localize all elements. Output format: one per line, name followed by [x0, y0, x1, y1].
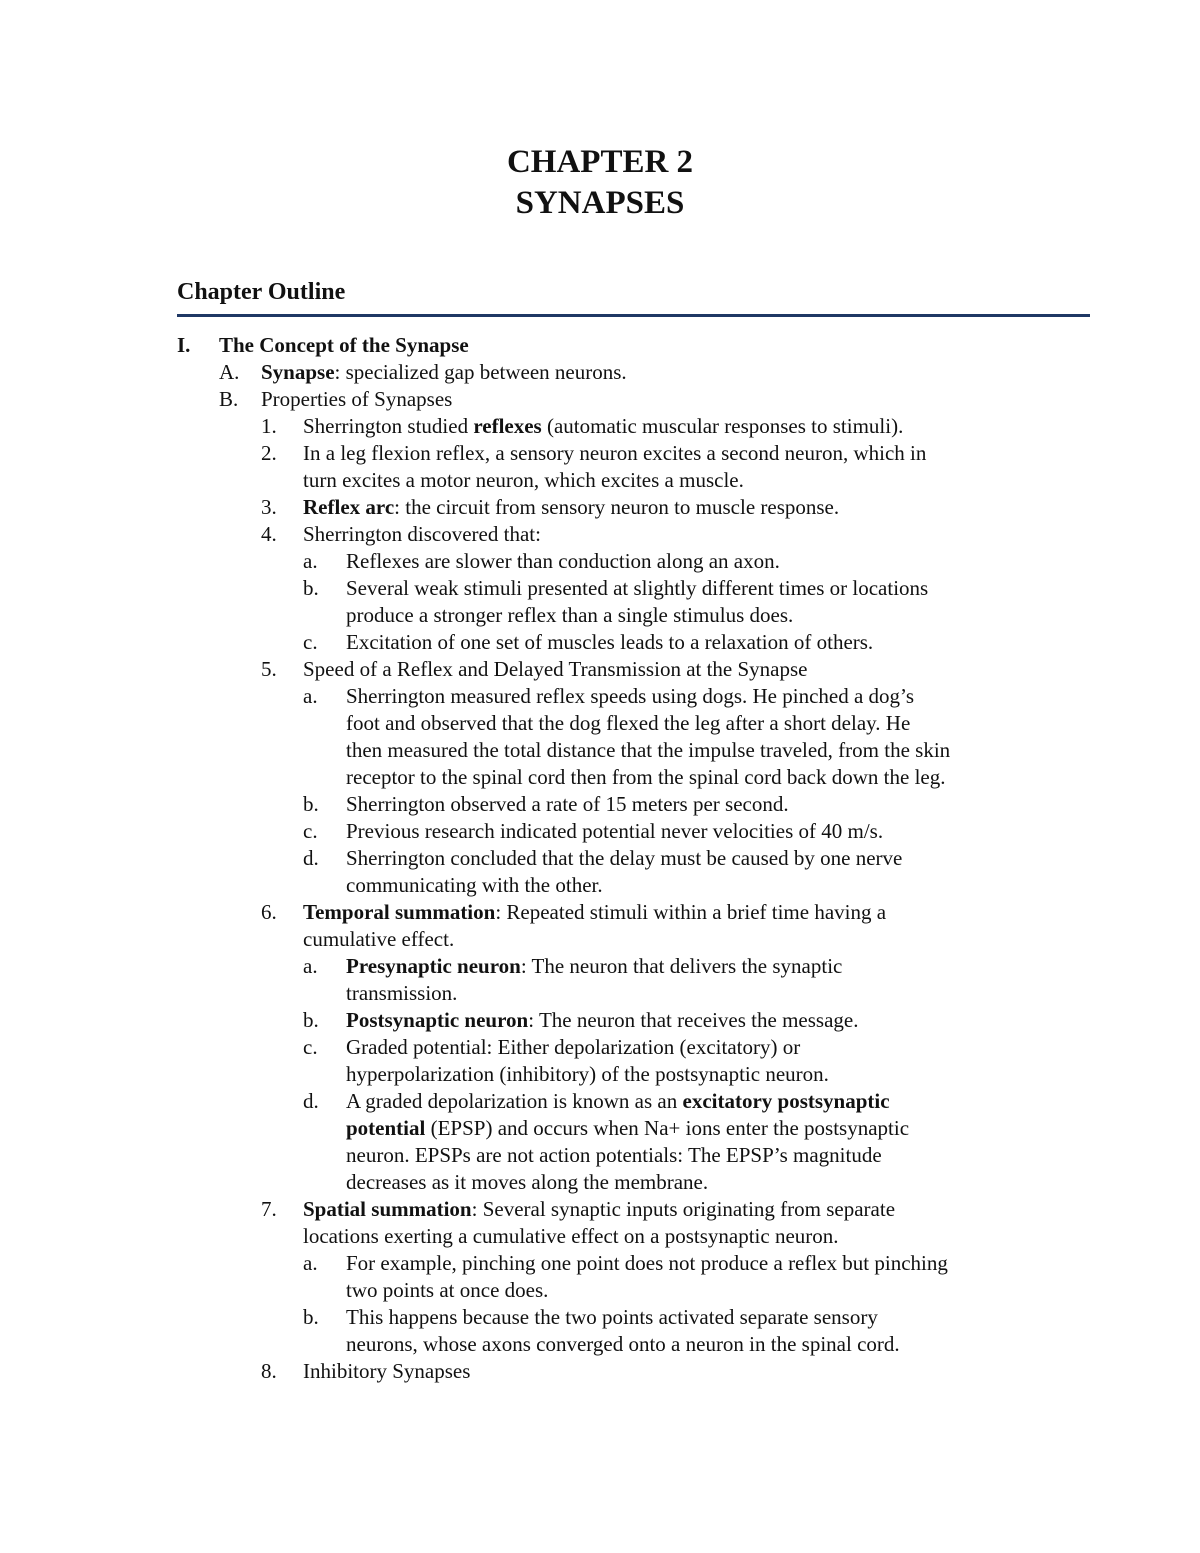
text-segment: two points at once does.: [346, 1278, 549, 1302]
outline-text: [303, 467, 744, 494]
outline-marker: a.: [303, 954, 318, 978]
outline-row: [0, 1007, 1200, 1034]
outline-text: [346, 548, 780, 575]
text-segment: This happens because the two points activated separate sensory: [346, 1305, 878, 1329]
outline-text: [303, 413, 903, 440]
outline-row: [0, 656, 1200, 683]
text-segment: Previous research indicated potential never velocities of 40 m/s.: [346, 819, 884, 843]
outline-text: [346, 629, 873, 656]
outline-marker: a.: [303, 684, 318, 708]
text-segment: Properties of Synapses: [261, 387, 453, 411]
text-segment: : the circuit from sensory neuron to muscle response.: [394, 495, 840, 519]
outline-marker: 4.: [261, 522, 277, 546]
outline-row: [0, 359, 1200, 386]
bold-term: Presynaptic neuron: [346, 954, 521, 978]
outline-row: [0, 1331, 1200, 1358]
text-segment: The Concept of the Synapse: [219, 333, 469, 357]
outline-marker: b.: [303, 1305, 319, 1329]
outline-row: [0, 548, 1200, 575]
bold-term: Temporal summation: [303, 900, 496, 924]
outline-marker: 7.: [261, 1197, 277, 1221]
outline-text: [346, 1277, 548, 1304]
bold-term: reflexes: [473, 414, 542, 438]
outline-marker: b.: [303, 792, 319, 816]
outline-row: [0, 1142, 1200, 1169]
outline-text: [346, 980, 457, 1007]
outline-row: [0, 413, 1200, 440]
text-segment: : Several synaptic inputs originating from separate: [471, 1197, 896, 1221]
text-segment: A graded depolarization is known as an: [346, 1089, 683, 1113]
text-segment: Sherrington observed a rate of 15 meters per second.: [346, 792, 789, 816]
outline-row: [0, 845, 1200, 872]
outline-text: [346, 1250, 948, 1277]
outline-marker: c.: [303, 1035, 318, 1059]
text-segment: produce a stronger reflex than a single stimulus does.: [346, 603, 794, 627]
bold-term: Postsynaptic neuron: [346, 1008, 529, 1032]
outline-text: [346, 1088, 890, 1115]
outline-marker: 1.: [261, 414, 277, 438]
text-segment: Graded potential: Either depolarization (excitatory) or: [346, 1035, 801, 1059]
outline-text: [346, 1061, 829, 1088]
bold-term: excitatory postsynaptic: [682, 1089, 890, 1113]
outline-marker: B.: [219, 387, 239, 411]
text-segment: : The neuron that delivers the synaptic: [520, 954, 843, 978]
bold-term: potential: [346, 1116, 426, 1140]
outline-row: [0, 521, 1200, 548]
outline-text: [346, 602, 793, 629]
outline-text: [261, 359, 627, 386]
text-segment: Sherrington measured reflex speeds using dogs. He pinched a dog’s: [346, 684, 915, 708]
bold-term: Spatial summation: [303, 1197, 472, 1221]
outline-text: [303, 926, 454, 953]
outline-marker: 6.: [261, 900, 277, 924]
outline-row: [0, 494, 1200, 521]
text-segment: Sherrington studied: [303, 414, 474, 438]
outline-row: [0, 1034, 1200, 1061]
outline-text: [303, 1223, 839, 1250]
outline-text: [346, 683, 914, 710]
outline-text: [303, 440, 926, 467]
outline-row: [0, 980, 1200, 1007]
outline-text: [346, 953, 842, 980]
text-segment: receptor to the spinal cord then from the spinal cord back down the leg.: [346, 765, 946, 789]
outline-text: [346, 1034, 800, 1061]
outline-text: [303, 494, 839, 521]
outline-text: [346, 872, 603, 899]
outline-row: [0, 872, 1200, 899]
outline-text: [303, 1196, 895, 1223]
outline-row: [0, 1250, 1200, 1277]
outline-heading: Chapter Outline: [177, 279, 346, 305]
outline-row: [0, 332, 1200, 359]
outline-row: [0, 1277, 1200, 1304]
outline-text: [219, 332, 469, 359]
text-segment: : Repeated stimuli within a brief time having a: [495, 900, 887, 924]
outline-text: [303, 656, 808, 683]
outline-text: [346, 791, 789, 818]
text-segment: cumulative effect.: [303, 927, 455, 951]
outline-row: [0, 1358, 1200, 1385]
chapter-outline: [0, 332, 1200, 1385]
outline-row: [0, 683, 1200, 710]
outline-row: [0, 791, 1200, 818]
heading-rule: [177, 314, 1090, 317]
text-segment: locations exerting a cumulative effect on a postsynaptic neuron.: [303, 1224, 839, 1248]
text-segment: : specialized gap between neurons.: [334, 360, 627, 384]
chapter-number: CHAPTER 2: [506, 144, 694, 180]
text-segment: Sherrington concluded that the delay must be caused by one nerve: [346, 846, 903, 870]
outline-row: [0, 467, 1200, 494]
text-segment: neurons, whose axons converged onto a neuron in the spinal cord.: [346, 1332, 900, 1356]
text-segment: foot and observed that the dog flexed the leg after a short delay. He: [346, 711, 911, 735]
outline-text: [346, 575, 928, 602]
outline-marker: 8.: [261, 1359, 277, 1383]
outline-text: [303, 1358, 470, 1385]
outline-row: [0, 1223, 1200, 1250]
text-segment: communicating with the other.: [346, 873, 603, 897]
outline-text: [346, 710, 910, 737]
outline-row: [0, 602, 1200, 629]
text-segment: (automatic muscular responses to stimuli).: [541, 414, 904, 438]
outline-row: [0, 386, 1200, 413]
outline-marker: A.: [219, 360, 240, 384]
outline-marker: 2.: [261, 441, 277, 465]
outline-marker: b.: [303, 576, 319, 600]
outline-marker: I.: [177, 333, 191, 357]
text-segment: (EPSP) and occurs when Na+ ions enter the postsynaptic: [425, 1116, 910, 1140]
bold-term: Reflex arc: [303, 495, 395, 519]
text-segment: transmission.: [346, 981, 458, 1005]
outline-text: [346, 1142, 882, 1169]
outline-text: [261, 386, 452, 413]
outline-row: [0, 1304, 1200, 1331]
text-segment: Inhibitory Synapses: [303, 1359, 471, 1383]
text-segment: turn excites a motor neuron, which excites a muscle.: [303, 468, 744, 492]
text-segment: Several weak stimuli presented at slightly different times or locations: [346, 576, 929, 600]
outline-row: [0, 1088, 1200, 1115]
text-segment: neuron. EPSPs are not action potentials: The EPSP’s magnitude: [346, 1143, 882, 1167]
outline-text: [346, 1115, 909, 1142]
outline-row: [0, 1169, 1200, 1196]
outline-text: [346, 1304, 878, 1331]
text-segment: In a leg flexion reflex, a sensory neuron excites a second neuron, which in: [303, 441, 927, 465]
outline-text: [346, 818, 883, 845]
text-segment: For example, pinching one point does not produce a reflex but pinching: [346, 1251, 948, 1275]
outline-row: [0, 440, 1200, 467]
outline-row: [0, 764, 1200, 791]
outline-marker: 5.: [261, 657, 277, 681]
outline-row: [0, 575, 1200, 602]
chapter-title: SYNAPSES: [515, 185, 685, 221]
outline-marker: 3.: [261, 495, 277, 519]
outline-text: [346, 845, 902, 872]
text-segment: decreases as it moves along the membrane.: [346, 1170, 709, 1194]
outline-row: [0, 1115, 1200, 1142]
outline-marker: a.: [303, 549, 318, 573]
outline-marker: a.: [303, 1251, 318, 1275]
outline-row: [0, 926, 1200, 953]
text-segment: then measured the total distance that the impulse traveled, from the skin: [346, 738, 951, 762]
outline-row: [0, 1061, 1200, 1088]
outline-row: [0, 737, 1200, 764]
outline-text: [303, 521, 541, 548]
outline-text: [303, 899, 886, 926]
outline-marker: c.: [303, 819, 318, 843]
outline-row: [0, 818, 1200, 845]
text-segment: Reflexes are slower than conduction along an axon.: [346, 549, 780, 573]
outline-row: [0, 710, 1200, 737]
outline-text: [346, 1169, 708, 1196]
text-segment: Excitation of one set of muscles leads to a relaxation of others.: [346, 630, 874, 654]
text-segment: hyperpolarization (inhibitory) of the postsynaptic neuron.: [346, 1062, 829, 1086]
outline-row: [0, 629, 1200, 656]
outline-row: [0, 1196, 1200, 1223]
outline-marker: d.: [303, 1089, 319, 1113]
outline-text: [346, 764, 945, 791]
outline-text: [346, 1331, 900, 1358]
outline-marker: c.: [303, 630, 318, 654]
text-segment: Sherrington discovered that:: [303, 522, 541, 546]
outline-row: [0, 953, 1200, 980]
outline-marker: d.: [303, 846, 319, 870]
outline-marker: b.: [303, 1008, 319, 1032]
text-segment: : The neuron that receives the message.: [528, 1008, 859, 1032]
outline-text: [346, 1007, 858, 1034]
text-segment: Speed of a Reflex and Delayed Transmission at the Synapse: [303, 657, 808, 681]
outline-row: [0, 899, 1200, 926]
outline-text: [346, 737, 950, 764]
bold-term: Synapse: [261, 360, 335, 384]
